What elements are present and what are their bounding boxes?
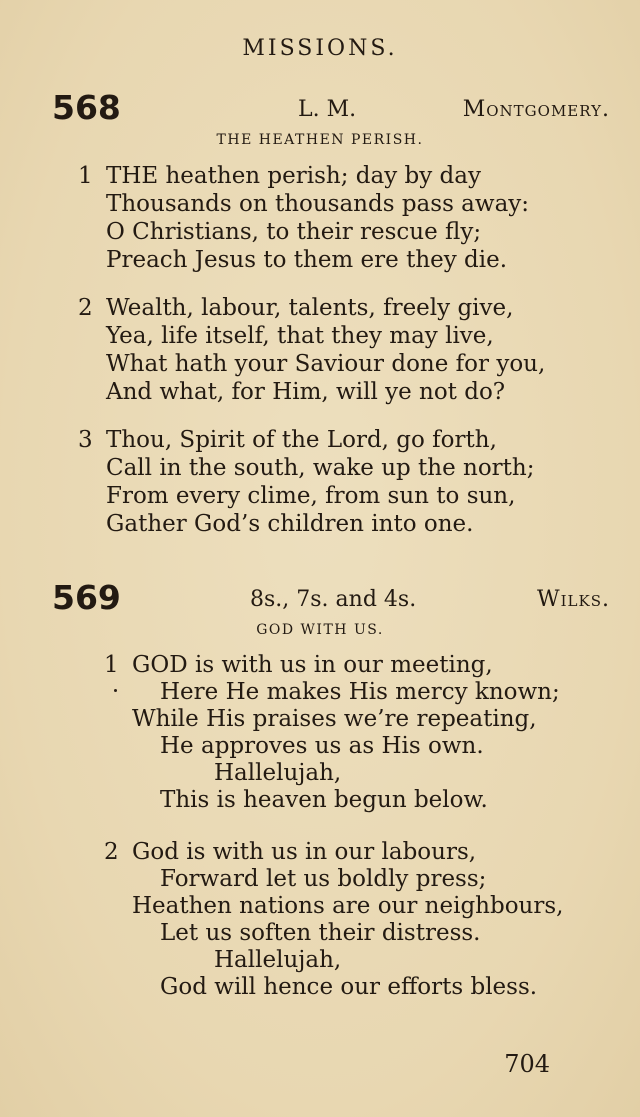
verse-line: Yea, life itself, that they may live, — [106, 323, 494, 349]
print-speck — [114, 689, 117, 692]
verse-line: While His praises we’re repeating, — [132, 706, 537, 732]
hymn-subtitle: THE HEATHEN PERISH. — [216, 132, 424, 148]
verse-line: Forward let us boldly press; — [160, 866, 487, 892]
verse-line: What hath your Saviour done for you, — [106, 351, 546, 377]
verse-line: From every clime, from sun to sun, — [106, 483, 516, 509]
verse-line: Heathen nations are our neighbours, — [132, 893, 564, 919]
verse-line: THE heathen perish; day by day — [106, 163, 481, 189]
verse-number: 1 — [78, 163, 93, 189]
hymn-author: Wilks. — [537, 587, 610, 612]
verse-line: Hallelujah, — [214, 947, 342, 973]
hymn-subtitle: GOD WITH US. — [256, 622, 384, 638]
verse-line: God is with us in our labours, — [132, 839, 477, 865]
hymn-meter: L. M. — [298, 97, 357, 122]
verse-line: God will hence our efforts bless. — [160, 974, 538, 1000]
verse-number: 3 — [78, 427, 93, 453]
hymn-header — [0, 578, 640, 618]
verse-line: Hallelujah, — [214, 760, 342, 786]
verse-number: 1 — [104, 652, 119, 678]
hymn-number: 568 — [52, 88, 121, 127]
verse-number: 2 — [78, 295, 93, 321]
hymn-author: Montgomery. — [462, 97, 610, 122]
verse-line: Preach Jesus to them ere they die. — [106, 247, 508, 273]
verse-line: GOD is with us in our meeting, — [132, 652, 493, 678]
running-head: MISSIONS. — [242, 36, 398, 61]
verse-line: He approves us as His own. — [160, 733, 484, 759]
page-number: 704 — [504, 1050, 550, 1078]
verse-line: Wealth, labour, talents, freely give, — [106, 295, 514, 321]
verse-line: Gather God’s children into one. — [106, 511, 474, 537]
verse-line: Thou, Spirit of the Lord, go forth, — [106, 427, 497, 453]
verse-line: Call in the south, wake up the north; — [106, 455, 535, 481]
verse-line: Let us soften their distress. — [160, 920, 481, 946]
verse-line: Here He makes His mercy known; — [160, 679, 560, 705]
verse-line: This is heaven begun below. — [160, 787, 488, 813]
verse-line: O Christians, to their rescue fly; — [106, 219, 482, 245]
hymn-number: 569 — [52, 578, 121, 617]
hymn-meter: 8s., 7s. and 4s. — [250, 587, 417, 612]
verse-number: 2 — [104, 839, 119, 865]
hymn-header — [0, 88, 640, 128]
verse-line: And what, for Him, will ye not do? — [106, 379, 506, 405]
verse-line: Thousands on thousands pass away: — [106, 191, 530, 217]
